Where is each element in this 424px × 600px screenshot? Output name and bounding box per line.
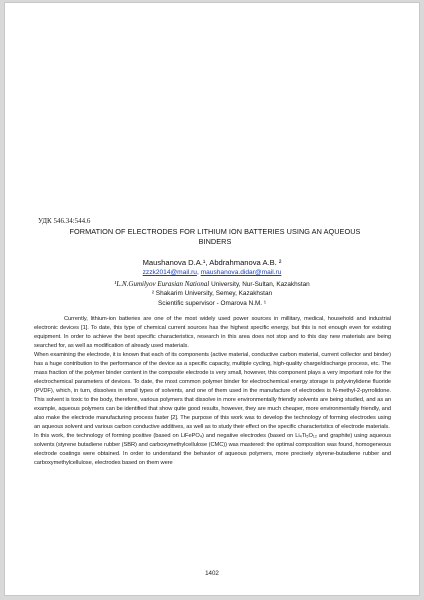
body-paragraph-2: When examining the electrode, it is known that each of its components (active material, conductive carbon material, current collector and binder) has a huge contribution to the performance of the device as a specific capacity, multiple cycling, high-quality charge/discharge process, etc. The mass fraction of the polymer binder content in the composite electrode is very small, however, this component plays a very important role for the electrochemical parameters of devices. To date, the most common polymer binder for electrochemical energy storage is polyvinylidene fluoride (PVDF), which, in turn, dissolves in small types of solvents, and one of them used in the manufacture of electrodes is N-methyl-2-pyrrolidone. This solvent is toxic to the body, therefore, various polymers that dissolve in more environmentally friendly solvents are being studied, and as an example, aqueous polymers can be identified that show quite good results, however, they are much cheaper, more environmentally friendly, and also make the electrode manufacturing process faster [2]. The purpose of this work was to develop the technology of forming electrodes using an aqueous solvent and various carbon conductive additives, as well as to study their effect on the specific characteristics of electrode materials. (34, 351, 391, 430)
udk-code: УДК 546.34:544.6 (38, 217, 91, 225)
author-emails (5, 269, 419, 276)
affiliation-1 (5, 280, 419, 288)
email-link-2[interactable]: maushanova.didar@mail.ru (200, 269, 282, 276)
affiliation-1-name: ¹L.N.Gumilyov Eurasian National (114, 280, 210, 288)
affiliation-2: ² Shakarim University, Semey, Kazakhstan (151, 290, 273, 297)
article-title: FORMATION OF ELECTRODES FOR LITHIUM ION BATTERIES USING AN AQUEOUS BINDERS (69, 227, 361, 246)
affiliation-1-location: University, Nur-Sultan, Kazakhstan (209, 281, 310, 288)
body-paragraph-3: In this work, the technology of forming positive (based on LiFePO₄) and negative electrodes (based on Li₄Ti₅O₁₂ and graphite) using aqueous solvents (styrene butadiene rubber (SBR) and carboxymethylcellulose (CMC)) was mastered: the optimal composition was found, homogeneous electrode coatings were obtained. In order to understand the behavior of aqueous polymers, more precisely styrene-butadiene rubber and carboxymethylcellulose, electrodes based on them were (34, 432, 391, 466)
body-paragraph-1: Currently, lithium-ion batteries are one of the most widely used power sources in millitary, medical, household and industrial electronic devices [1]. To date, this type of chemical current sources has the highest specific energy, but this is not enough even for existing equipment. In order to achieve the best specific characteristics, research in this area does not stop and to this day new materials are being searched for, as well as modification of already used materials. (34, 316, 391, 349)
article-body (34, 315, 391, 468)
author-list: Maushanova D.A.¹, Abdrahmanova A.B. ² (142, 258, 282, 267)
paper-page (4, 2, 420, 596)
scientific-supervisor: Scientific supervisor - Omarova N.M. ¹ (158, 300, 266, 307)
email-separator: , (196, 269, 201, 276)
email-link-1[interactable]: zzzk2014@mail.ru (142, 269, 197, 276)
page-number: 1402 (205, 570, 219, 577)
